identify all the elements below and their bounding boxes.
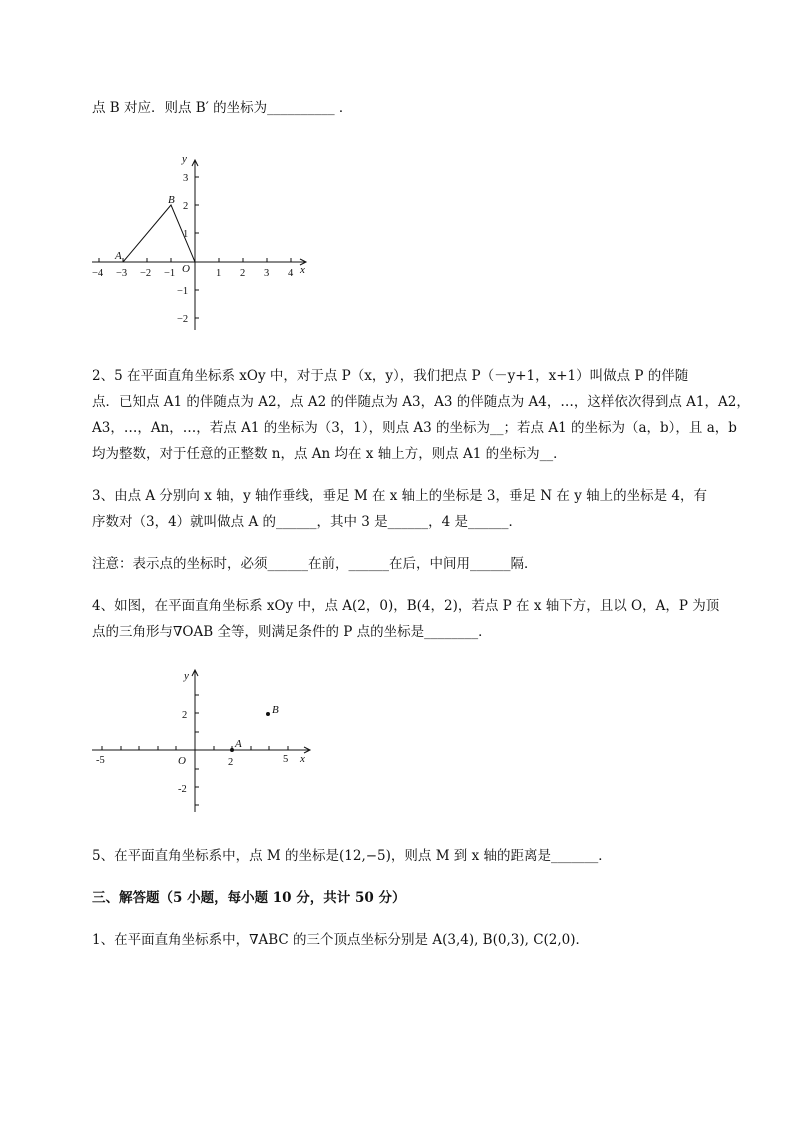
point-a-label: A bbox=[115, 250, 122, 262]
y-tick-label: −1 bbox=[177, 286, 189, 297]
x-tick-label: 3 bbox=[264, 268, 270, 279]
origin-label: O bbox=[182, 263, 190, 275]
point-a bbox=[230, 748, 234, 752]
q4-line-1: 4、如图，在平面直角坐标系 xOy 中，点 A(2，0)，B(4，2)，若点 P 在 x 轴下方，且以 O，A，P 为顶 bbox=[92, 598, 720, 614]
solve-q1-line-1: 1、在平面直角坐标系中，∇ABC 的三个顶点坐标分别是 A(3,4), B(0,3), C(2,0)． bbox=[92, 932, 590, 948]
point-b-label: B bbox=[272, 704, 279, 716]
q5-line-1: 5、在平面直角坐标系中，点 M 的坐标是(12,−5)，则点 M 到 x 轴的距离是_______． bbox=[92, 848, 612, 864]
y-tick-label: 2 bbox=[183, 201, 189, 212]
y-tick-label: 2 bbox=[182, 710, 188, 721]
x-tick-label: 4 bbox=[288, 268, 294, 279]
x-tick-label: −1 bbox=[164, 268, 176, 279]
y-tick-label: 1 bbox=[183, 229, 189, 240]
x-tick-label: −4 bbox=[92, 268, 104, 279]
y-tick-marks bbox=[195, 177, 199, 318]
q3-line-2: 序数对（3，4）就叫做点 A 的______，其中 3 是______，4 是______． bbox=[92, 514, 523, 530]
y-tick-label: 3 bbox=[183, 173, 189, 184]
x-tick-label: 1 bbox=[216, 268, 222, 279]
x-tick-label: 5 bbox=[283, 754, 289, 765]
x-axis-label: x bbox=[300, 264, 305, 276]
q4-line-2: 点的三角形与∇OAB 全等，则满足条件的 P 点的坐标是________． bbox=[92, 624, 492, 640]
x-axis-label: x bbox=[300, 753, 305, 765]
x-tick-label: -5 bbox=[96, 755, 105, 766]
q2-line-4: 均为整数，对于任意的正整数 n，点 An 均在 x 轴上方，则点 A1 的坐标为__． bbox=[92, 446, 567, 462]
point-b-label: B bbox=[168, 194, 175, 206]
q3-line-3: 注意：表示点的坐标时，必须______在前，______在后，中间用______隔． bbox=[92, 556, 538, 572]
point-a-label: A bbox=[235, 738, 242, 750]
q2-line-2: 点．已知点 A1 的伴随点为 A2，点 A2 的伴随点为 A3，A3 的伴随点为 A4，…，这样依次得到点 A1，A2， bbox=[92, 394, 750, 410]
graph-1 bbox=[88, 146, 318, 336]
q2-line-3: A3，…，An，…，若点 A1 的坐标为（3，1），则点 A3 的坐标为__；若点 A1 的坐标为（a，b），且 a，b bbox=[92, 420, 737, 436]
graph-2 bbox=[88, 664, 320, 814]
y-tick-label: −2 bbox=[177, 314, 189, 325]
q3-line-1: 3、由点 A 分别向 x 轴，y 轴作垂线，垂足 M 在 x 轴上的坐标是 3，垂足 N 在 y 轴上的坐标是 4，有 bbox=[92, 488, 708, 504]
q2-line-1: 2、5 在平面直角坐标系 xOy 中，对于点 P（x，y），我们把点 P（－y+1，x+1）叫做点 P 的伴随 bbox=[92, 368, 689, 384]
x-tick-label: 2 bbox=[240, 268, 246, 279]
y-tick-label: -2 bbox=[178, 784, 187, 795]
origin-label: O bbox=[178, 755, 186, 767]
y-axis-label: y bbox=[184, 670, 189, 682]
x-tick-label: 2 bbox=[228, 757, 234, 768]
x-tick-label: −3 bbox=[116, 268, 128, 279]
prev-question-line: 点 B 对应．则点 B′ 的坐标为__________ ． bbox=[92, 100, 353, 116]
point-b bbox=[266, 712, 270, 716]
y-axis-label: y bbox=[182, 153, 187, 165]
section-heading: 三、解答题（5 小题，每小题 10 分，共计 50 分） bbox=[92, 890, 406, 906]
x-tick-label: −2 bbox=[140, 268, 152, 279]
